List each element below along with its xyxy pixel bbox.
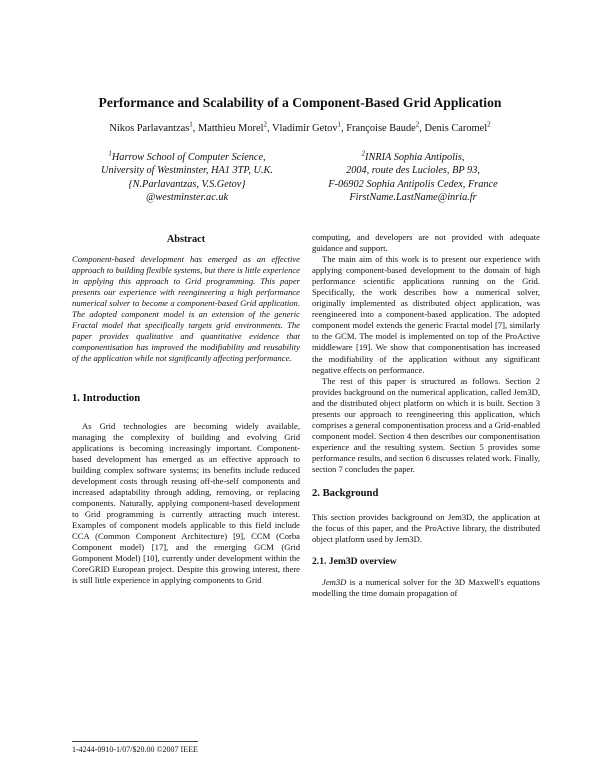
affiliation-westminster [62,151,312,205]
affil-line: Harrow School of Computer Science, [111,152,266,163]
intro-continuation: computing, and developers are not provided with adequate guidance and support. [312,232,540,254]
affil-mark: 1 [108,149,112,158]
author-name: Françoise Baude [346,123,416,134]
affil-email: FirstName.LastName@inria.fr [349,192,477,204]
left-column [72,232,300,586]
jem3d-name: Jem3D [322,577,347,588]
author-separator: , [341,123,347,134]
jem3d-paragraph [312,577,540,599]
affiliation-inria [288,151,538,205]
abstract-text: Component-based development has emerged as an effective approach to building flexible systems, but there is little experience in applying this approach to Grid programming. This paper presents our experience with reengineering a high performance numerical solver to become a component-based Grid application. The adopted component model is an extension of the generic Fractal model that specifically targets grid environments. The paper provides qualitative and quantitative evidence that componentisation has improved the modifiability and reusability of the application while not significantly affecting performance. [72,254,300,364]
author-affil-mark: 2 [263,120,268,129]
jem3d-text: is a numerical solver for the 3D Maxwell's equations modelling the time domain propagation of [312,577,540,599]
author-list [30,120,570,134]
author-affil-mark: 2 [415,120,420,129]
intro-paragraph: As Grid technologies are becoming widely available, managing the complexity of building and evolving Grid applications is becoming increasingly important. Component-based development has emerged as an effective approach to building complex software systems; its benefits include reduced development costs through reusing off-the-self components and increased adaptability through adding, removing, or replacing components. Naturally, applying component-based development to Grid programming is currently attracting much interest. Examples of component models applicable to this field include CCA (Common Component Architecture) [9], CCM (Corba Component model) [17], and the emerging GCM (Grid Gomponent Model) [10], currently under development within the CoreGRID European project. Despite this growing interest, there is still little experience in applying components to Grid [72,420,300,586]
intro-paragraph-structure: The rest of this paper is structured as follows. Section 2 provides background on the numerical application, called Jem3D, and the distributed object platform on which it is built. Section 3 presents our approach to reengineering this application, which comprises a general componentisation process and a Grid-enabled component model. Section 4 then describes our componentisation experience and the resulting system. Section 5 provides some performance results, and section 6 discusses related work. Finally, section 7 concludes the paper. [312,375,540,474]
affil-line: University of Westminster, HA1 3TP, U.K. [101,165,273,177]
section-heading-background: 2. Background [312,488,379,500]
paper-title: Performance and Scalability of a Component-Based Grid Application [98,95,502,110]
author-separator: , [192,123,198,134]
author-name: Denis Caromel [424,123,488,134]
right-column [312,232,540,599]
author-affil-mark: 1 [337,120,342,129]
affil-line: INRIA Sophia Antipolis, [365,152,465,163]
author-name: Vladimir Getov [272,123,338,134]
abstract-heading: Abstract [166,234,206,245]
author-separator: , [267,123,273,134]
footnote-rule [72,741,198,742]
background-paragraph: This section provides background on Jem3D, the application at the focus of this paper, and the ProActive library, the distributed object platform used by Jem3D. [312,512,540,545]
author-separator: , [419,123,425,134]
affil-line: 2004, route des Lucioles, BP 93, [346,165,480,177]
affil-line: {N.Parlavantzas, V.S.Getov} [128,178,246,190]
affil-line: F-06902 Sophia Antipolis Cedex, France [328,178,498,190]
affil-mark: 2 [361,149,366,158]
copyright-notice: 1-4244-0910-1/07/$20.00 ©2007 IEEE [72,745,198,754]
intro-paragraph-aim: The main aim of this work is to present our experience with applying component-based development to the domain of high performance scientific applications running on the Grid. Specifically, the work describes how a numerical solver, originally implemented as distributed object application, was reengineered into a component-based application. The adopted component model extends the generic Fractal model [7], similarly to the GCM. The model is implemented on top of the ProActive middleware [19]. We show that componentisation has increased the modifiability of the application without any significant negative effects on performance. [312,254,540,375]
author-affil-mark: 1 [189,120,193,129]
author-name: Matthieu Morel [198,123,264,134]
affil-email: @westminster.ac.uk [145,192,229,204]
section-heading-introduction: 1. Introduction [72,392,141,404]
subsection-heading-jem3d: 2.1. Jem3D overview [312,556,397,568]
author-affil-mark: 2 [487,120,491,129]
author-name: Nikos Parlavantzas [109,123,190,134]
